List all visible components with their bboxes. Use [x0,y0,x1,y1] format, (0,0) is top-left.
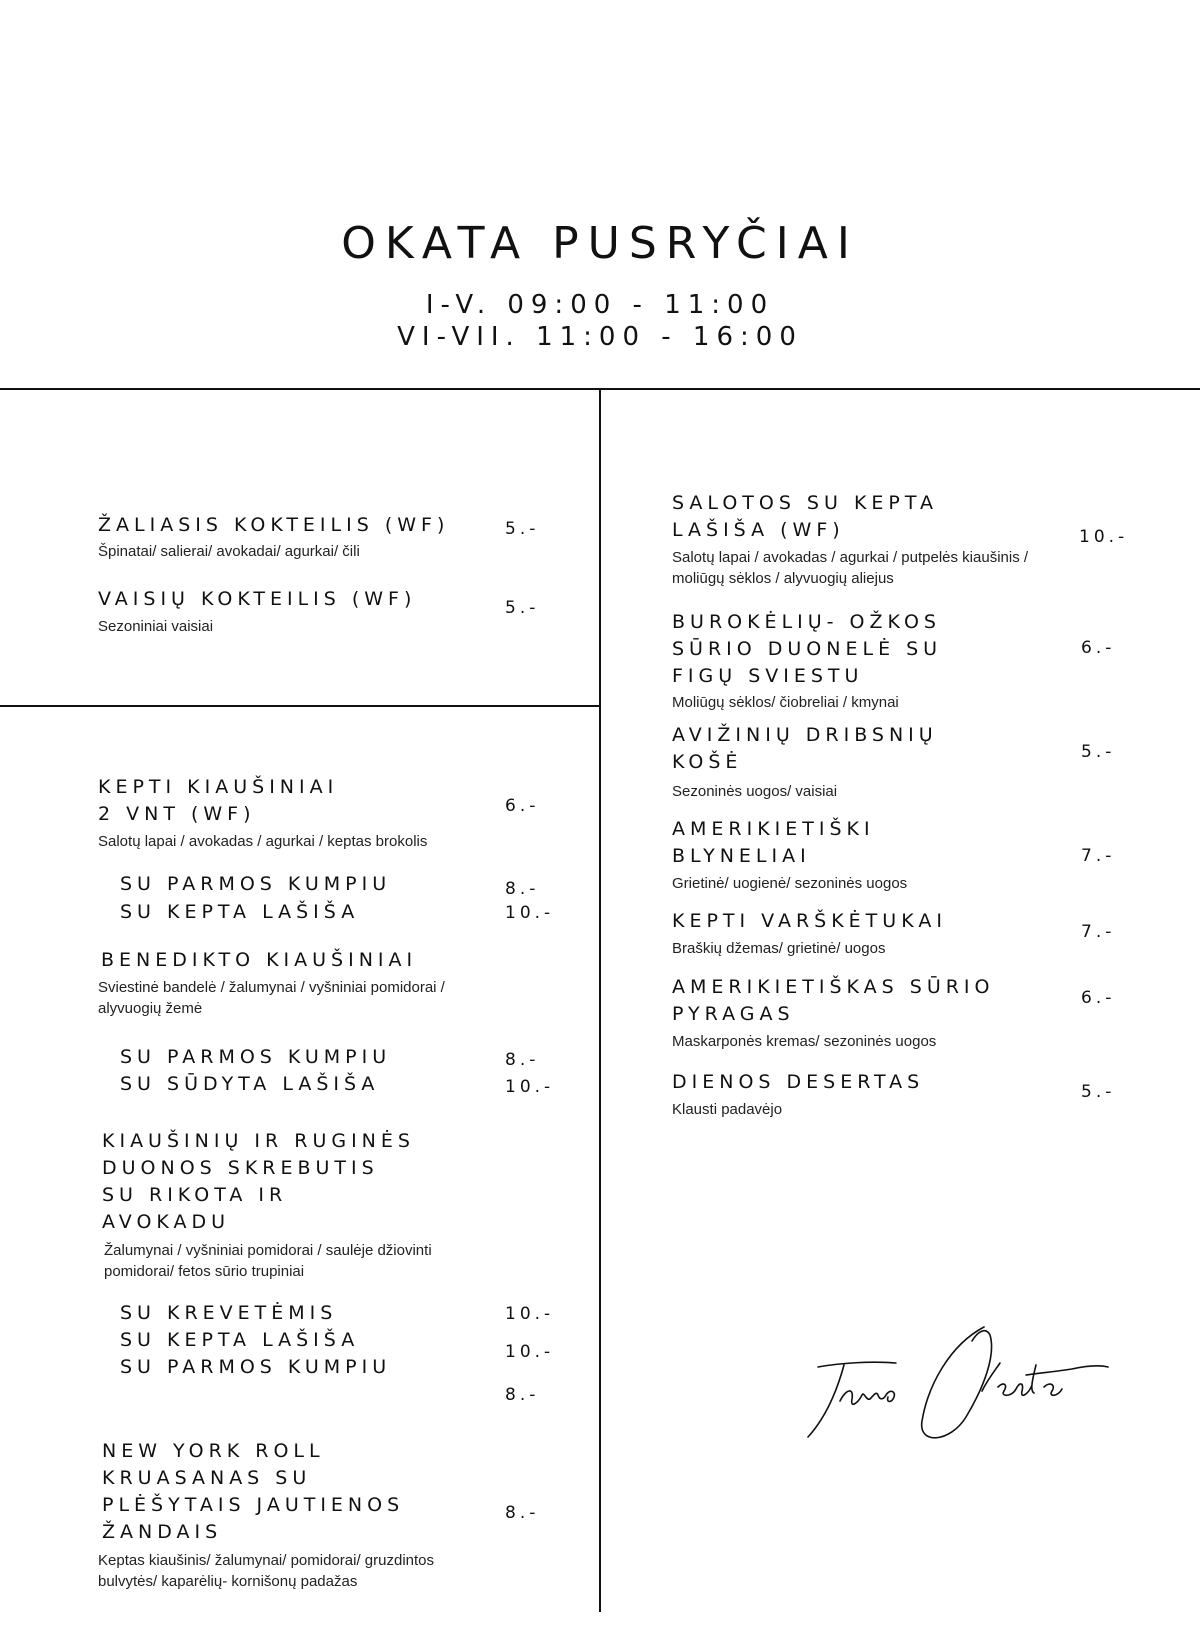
column-divider [599,388,601,1612]
item-name-pancakes-line1: AMERIKIETIŠKI [672,818,875,840]
item-desc-benedict-line2: alyvuogių žemė [98,1000,203,1017]
item-name-toast-line4: AVOKADU [102,1211,231,1233]
item-name-beet-bread-line1: BUROKĖLIŲ- OŽKOS [672,611,941,633]
left-section-divider [0,705,600,707]
item-price-beet-bread: 6.- [1081,638,1116,658]
item-name-syrniki: KEPTI VARŠKĖTUKAI [672,910,947,932]
item-name-fruit-cocktail: VAISIŲ KOKTEILIS (WF) [98,588,417,610]
item-name-ny-roll-line2: KRUASANAS SU [102,1467,312,1489]
option-benedict-salmon: SU SŪDYTA LAŠIŠA [120,1073,380,1095]
item-name-toast-line1: KIAUŠINIŲ IR RUGINĖS [102,1130,415,1152]
item-desc-fruit-cocktail: Sezoniniai vaisiai [98,618,214,635]
item-name-toast-line2: DUONOS SKREBUTIS [102,1157,379,1179]
item-price-salad: 10.- [1079,527,1129,547]
option-fried-eggs-salmon: SU KEPTA LAŠIŠA [120,901,360,923]
option-benedict-ham: SU PARMOS KUMPIU [120,1046,392,1068]
item-name-oatmeal-line2: KOŠĖ [672,751,743,773]
option-fried-eggs-ham: SU PARMOS KUMPIU [120,873,392,895]
item-name-salad-line2: LAŠIŠA (WF) [672,519,845,541]
item-desc-salad-line2: moliūgų sėklos / alyvuogių aliejus [672,570,894,587]
item-price-oatmeal: 5.- [1081,742,1116,762]
item-name-ny-roll-line4: ŽANDAIS [102,1521,223,1543]
item-price-cheesecake: 6.- [1081,988,1116,1008]
option-price-fried-eggs-ham: 8.- [505,879,540,899]
item-name-benedict: BENEDIKTO KIAUŠINIAI [101,949,418,971]
menu-title: OKATA PUSRYČIAI [341,218,859,269]
item-price-pancakes: 7.- [1081,846,1116,866]
signature [800,1325,1120,1450]
option-price-toast-salmon: 10.- [505,1342,555,1362]
option-price-benedict-ham: 8.- [505,1050,540,1070]
signature-drawing [800,1325,1120,1450]
item-name-fried-eggs-line2: 2 VNT (WF) [98,803,256,825]
item-desc-syrniki: Braškių džemas/ grietinė/ uogos [672,940,886,957]
hours-weekdays: I-V. 09:00 - 11:00 [425,290,775,320]
item-desc-ny-roll-line1: Keptas kiaušinis/ žalumynai/ pomidorai/ gruzdintos [98,1552,434,1569]
option-price-benedict-salmon: 10.- [505,1077,555,1097]
option-price-fried-eggs-salmon: 10.- [505,903,555,923]
item-price-fruit-cocktail: 5.- [505,598,540,618]
item-name-fried-eggs-line1: KEPTI KIAUŠINIAI [98,776,339,798]
item-name-green-cocktail: ŽALIASIS KOKTEILIS (WF) [98,514,450,536]
item-price-dessert: 5.- [1081,1082,1116,1102]
item-price-ny-roll: 8.- [505,1503,540,1523]
item-desc-salad-line1: Salotų lapai / avokadas / agurkai / putpelės kiaušinis / [672,549,1029,566]
item-name-cheesecake-line1: AMERIKIETIŠKAS SŪRIO [672,976,995,998]
item-desc-green-cocktail: Špinatai/ salierai/ avokadai/ agurkai/ čili [98,543,360,560]
option-toast-shrimp: SU KREVETĖMIS [120,1302,338,1324]
item-name-oatmeal-line1: AVIŽINIŲ DRIBSNIŲ [672,724,938,746]
item-desc-pancakes: Grietinė/ uogienė/ sezoninės uogos [672,875,908,892]
item-desc-fried-eggs: Salotų lapai / avokadas / agurkai / keptas brokolis [98,833,428,850]
item-desc-benedict-line1: Sviestinė bandelė / žalumynai / vyšniniai pomidorai / [98,979,445,996]
item-name-salad-line1: SALOTOS SU KEPTA [672,492,938,514]
item-name-ny-roll-line1: NEW YORK ROLL [102,1440,325,1462]
option-price-toast-shrimp: 10.- [505,1304,555,1324]
item-price-syrniki: 7.- [1081,922,1116,942]
item-desc-ny-roll-line2: bulvytės/ kaparėlių- kornišonų padažas [98,1573,358,1590]
item-desc-toast-line1: Žalumynai / vyšniniai pomidorai / saulėje džiovinti [104,1242,432,1259]
item-name-toast-line3: SU RIKOTA IR [102,1184,288,1206]
item-desc-oatmeal: Sezoninės uogos/ vaisiai [672,783,838,800]
item-name-beet-bread-line3: FIGŲ SVIESTU [672,665,864,687]
item-name-pancakes-line2: BLYNELIAI [672,845,811,867]
option-toast-salmon: SU KEPTA LAŠIŠA [120,1329,360,1351]
item-price-fried-eggs: 6.- [505,796,540,816]
item-desc-beet-bread: Moliūgų sėklos/ čiobreliai / kmynai [672,694,899,711]
item-name-beet-bread-line2: SŪRIO DUONELĖ SU [672,638,943,660]
option-toast-ham: SU PARMOS KUMPIU [120,1356,392,1378]
item-name-cheesecake-line2: PYRAGAS [672,1003,795,1025]
item-desc-toast-line2: pomidorai/ fetos sūrio trupiniai [104,1263,305,1280]
hours-weekend: VI-VII. 11:00 - 16:00 [397,322,803,352]
item-desc-dessert: Klausti padavėjo [672,1101,783,1118]
item-price-green-cocktail: 5.- [505,519,540,539]
option-price-toast-ham: 8.- [505,1385,540,1405]
item-name-ny-roll-line3: PLĖŠYTAIS JAUTIENOS [102,1494,405,1516]
item-name-dessert: DIENOS DESERTAS [672,1071,925,1093]
item-desc-cheesecake: Maskarponės kremas/ sezoninės uogos [672,1033,937,1050]
